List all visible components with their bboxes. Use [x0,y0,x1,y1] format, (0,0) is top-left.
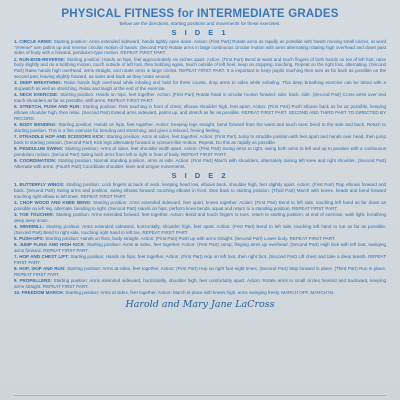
exercise-item [14,278,386,289]
side-2-heading: S I D E 2 [171,171,229,181]
author-signature: Harold and Mary Jane LaCross [125,298,275,310]
exercise-description: Starting position: Arms at sides, feet together. Action: March in place with knees high, arms swinging freely. MARCH OFF. MARCH IN. [65,290,335,296]
exercise-number: 3. [14,211,18,217]
exercise-item [14,39,386,56]
exercise-name: RUN-BOB-REVERSE: [19,56,66,62]
page-title: PHYSICAL FITNESS for INTERMEDIATE GRADES [61,8,339,20]
exercise-item [14,104,386,121]
exercise-item [14,254,386,265]
exercise-number: 9. [14,157,18,163]
exercise-number: 1. [14,39,18,44]
exercise-item [14,92,386,103]
exercise-description: Starting position: Arms extended forward, feet together. Action: Bend and touch fingers to toes, return to starting position; at end of exercise, walk light, breathing deep deep down. [14,211,386,223]
exercise-number: 8. [14,145,18,151]
exercise-number: 4. [14,92,18,98]
exercise-name: HOP AND CHEST LIFT: [19,254,69,260]
exercise-number: 10. [14,290,21,296]
exercise-description: Raise hands high overhead while inhaling and hold for three counts, drop arms to sides while exhaling. This deep breathing exercise can be timed with a stopwatch as well as stretching. Relax and laugh at the end of the exercise. [14,80,386,91]
exercise-name: JUMP FLING AND HIGH KICK: [19,242,86,248]
exercise-number: 8. [14,266,18,272]
exercise-name: FREEDOM MARCH: [21,290,65,296]
exercise-number: 7. [14,254,18,260]
exercise-description: Starting position: Hands on hips, feet together. Action: Keeping legs straight, bend forward from the waist and touch toes; bend to the side and back. Return to starting position. This is a fine exercise for bending and stretching, and gives a relaxed, freeing feeling. [14,121,386,133]
exercise-number: 6. [14,242,18,248]
exercise-number: 9. [14,278,18,284]
exercise-name: PUSH-UPS: [19,235,45,241]
exercise-description: Starting position: Hands on hips, feet approximately six inches apart. Action: (First Part) Bend at waist and touch fingers of both hands on toe of left foot, raise body slightly and do a bobbing motion, touch outside of left foot, then bobbing again, touch outside of left heel, keep on stopping, touching. Repeat on the right foot, alternating. (Second Part) Raise hands high overhead, arms straight, and rotate arms in large circles. REPEAT FIRST PART. It is important to keep pupils touching their toes as far back as possible on the second part, leaving slightly forward, as sides and back as they rotate around. [14,56,386,79]
exercise-name: WINDMILL: [19,223,44,229]
exercise-number: 7. [14,133,18,139]
exercise-description: Starting position: Arms at sides, feet together. Action: (First Part) Hop on right foot eight times. (Second Part) Skip forward in place. (Third Part) Run in place. REPEAT FIRST PART. [14,266,387,277]
exercise-item [14,224,386,235]
exercise-item [14,80,386,91]
exercise-item [14,290,386,296]
exercise-number: 3. [14,80,18,86]
side-2-exercise-list [14,182,386,296]
exercise-number: 1. [14,182,18,188]
exercise-description: Starting position: Arms at sides, feet together. Action: (First Part) Jump, flinging arms up overhead. (Second Part) High kick with left foot, swinging arms forward. REPEAT FIRST PART. [14,242,386,253]
exercise-name: BODY BENDING: [19,121,57,127]
exercise-description: Starting position: Hands on floor, body straight. Action: (First Part) Push up with arms straight. (Second Part) Lower body. REPEAT FIRST PART. [45,235,336,241]
exercise-item [14,266,386,277]
exercise-number: 4. [14,223,18,229]
exercise-number: 5. [14,104,18,110]
exercise-description: Starting position: Arms at sides, feet together. Action: (First Part) Jump to straddle position with feet apart and hands over head, then jump back to starting position. (Second Part) Kick legs alternately forward in scissors-like motion. Repeat. Do this as rapidly as possible. [14,133,386,145]
exercise-description: Starting position: Arms extended sideward, hands tightly open down. Action: (First Part) Rotate arms as rapidly as possible with hands moving small circles, at word "reverse" turn palms up and reverse circular motion of hands. (Second Part) Rotate arms in large continuous circular motion with arms alternating rotating high overhead and down past sides of body with a forward, pendulum-type motion. REPEAT FIRST PART. [14,39,386,56]
exercise-number: 5. [14,235,18,241]
exercise-description: Starting position: Arms at sides, feet shoulder width apart. Action: (First Part) Swing arms to right, swing both arms to left and up to position with a continuous pendulum motion. (Second Part) Swing both arms from left to right in front of body. REPEAT FIRST PART. [14,145,387,157]
exercise-name: PROPELLERS: [19,278,52,284]
exercise-name: STRADDLE HOP AND SCISSORS KICK: [19,133,105,139]
exercise-name: TOE TOUCHER: [19,211,55,217]
exercise-name: NECK EXERCISE: [19,92,59,98]
exercise-item [14,212,386,223]
bottom-divider [14,395,386,396]
exercise-item [14,242,386,253]
exercise-description: Starting position: Arms extended sideward, horizontally, shoulder high, feet comfortably apart. Action: Rotate arms in small circles forward and backward, keeping arms straight. REPEAT FIRST PART. [14,278,387,289]
exercise-name: HOP, SKIP AND RUN: [19,266,66,272]
exercise-name: STRETCH, PUSH AND RUN: [19,104,81,110]
exercise-item [14,200,386,211]
exercise-name: CIRCLE ARMS: [19,39,53,44]
exercise-name: CHOP WOOD AND KNEE BEND: [19,199,92,205]
side-1-heading: S I D E 1 [171,28,229,37]
exercise-item [14,236,386,242]
exercise-number: 6. [14,121,18,127]
exercise-description: Starting position: Normal standing position, arms at side. Action: (First Part) March with shoulders, alternately raising left knee and right shoulder. (Second Part) Alternate with arms. (Fourth Part) Coordinate shoulder, knee and tongue movements. [14,157,386,169]
exercise-description: Starting position: Arms extended sideward, feet apart, knees together. Action: (First Part) Bend to left side, touching left hand as far down as possible on left leg, alternate, bending to right. (Second Part) Hands on hips, perform knee bends, squat and return to a standing position. REPEAT FIRST PART. [14,199,387,211]
exercise-name: BUTTERFLY WINGS: [19,182,65,188]
side-1-exercise-list [14,39,386,169]
exercise-name: DEEP BREATHING: [19,80,63,86]
exercise-item [14,134,386,145]
exercise-item [14,182,386,199]
exercise-item [14,158,386,169]
exercise-name: COORDINATION: [19,157,57,163]
exercise-number: 2. [14,56,18,62]
page-subtitle: Below are the directions, starting positions and movements for these exercises. [119,21,281,26]
exercise-item [14,57,386,80]
exercise-description: Starting position: Fists touching in front of chest, elbows shoulder high, feet apart. Action: (First Part) Push elbows back as far as possible, keeping elbows shoulder high, then relax. (Second Part) Extend arms sideward, palms up, and stretch as far as possible. REPEAT FIRST PART. SECOND AND THIRD PART TO DIRECTED BY RECORD. [14,104,387,121]
exercise-description: Starting position: Arms extended sideward, horizontally, shoulder high, feet apart. Action: (First Part) Bend to left side, touching left hand to toe as far as possible. (Second Part) Bend to right side, touching right hand to left toe. REPEAT FIRST PART. [14,223,386,235]
exercise-item [14,146,386,157]
exercise-name: PENDULUM SWING: [19,145,64,151]
exercise-description: Starting position: Hands on hips, feet together. Action: (First Part) Hop on left foot, then right foot. (Second Part) Lift chest and take a deep breath. REPEAT FIRST PART. [14,254,386,265]
exercise-number: 2. [14,199,18,205]
exercise-description: Starting position: Lock fingers at back of neck, keeping head low, elbows back, shoulder high, feet slightly apart. Action: (First Part) Flap elbows forward and back. (Second Part) Swing arms and position, swing elbows forward, touching elbows in front, then back to starting position. (Third Part) March with knees, heads and bend forward touching right elbow to left knee. REPEAT FIRST PART. [14,182,387,199]
exercise-item [14,122,386,133]
exercise-description: Starting position: Hands on hips, feet together. Action: (First Part) Rotate head in circular motion forward, side, back, side. (Second Part) Cross arms over and touch shoulders as far as possible, shift arms. REPEAT FIRST PART. [14,92,386,103]
